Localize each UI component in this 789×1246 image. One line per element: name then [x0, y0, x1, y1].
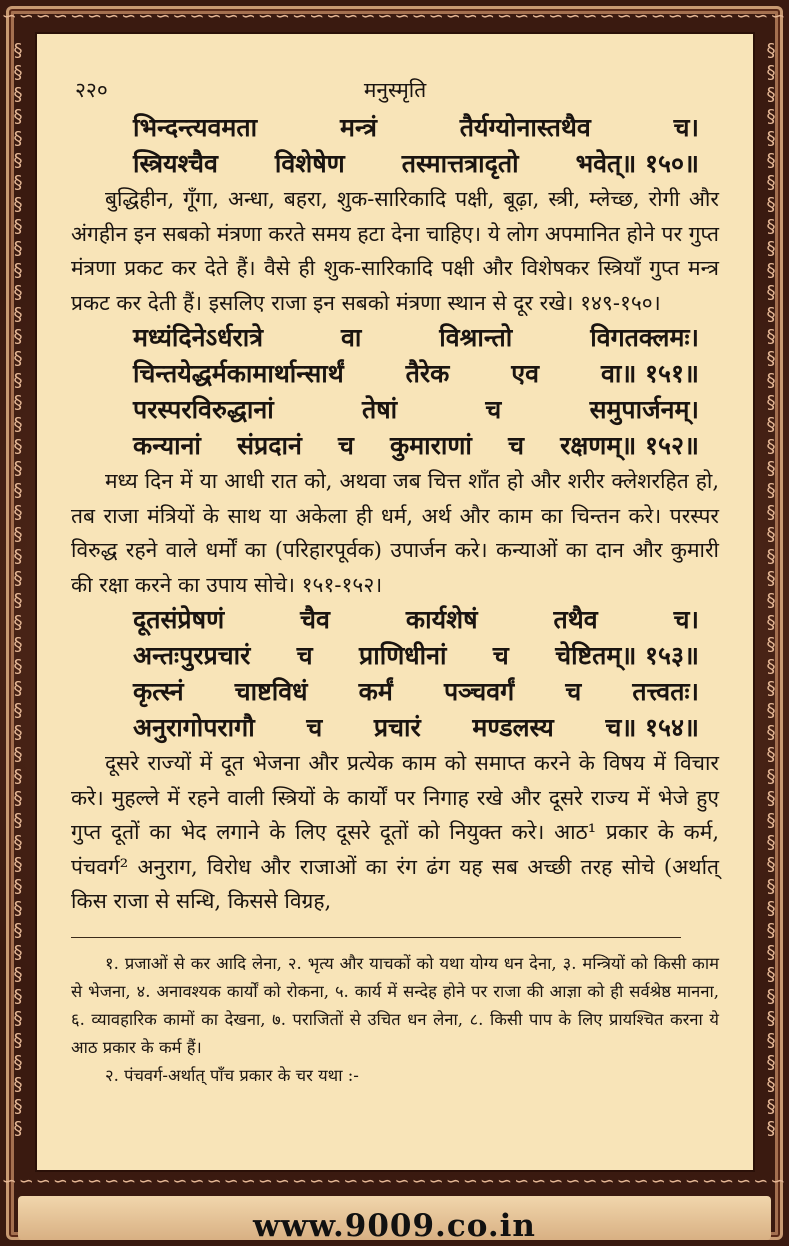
verse-word: वा॥ १५१॥	[600, 359, 699, 388]
sanskrit-verses-150	[71, 110, 719, 182]
verse-word: समुपार्जनम्।	[589, 395, 699, 424]
verse-word: कार्यशेषं	[405, 605, 478, 634]
verse-word: तथैव	[553, 605, 598, 634]
sanskrit-verses-151-152	[71, 320, 719, 464]
verse-word: एव	[511, 359, 540, 388]
sanskrit-verses-153-154	[71, 602, 719, 746]
verse-word: स्त्रियश्चैव	[133, 149, 218, 178]
verse-word: च	[485, 395, 502, 424]
page-header	[71, 76, 719, 110]
verse-word: विगतक्लमः।	[590, 323, 699, 352]
verse-word: तस्मात्तत्रादृतो	[401, 149, 519, 178]
verse-line	[133, 110, 699, 146]
hindi-commentary-153-154: दूसरे राज्यों में दूत भेजना और प्रत्येक काम को समाप्त करने के विषय में विचार करे। मुहल्ले में रहने वाली स्त्रियों के कार्यों पर निगाह रखे और दूसरे राज्य में भेजे हुए गुप्त दूतों का भेद लगाने के लिए दूसरे दूतों को नियुक्त करे। आठ¹ प्रकार के कर्म, पंचवर्ग² अनुराग, विरोध और राजाओं का रंग ढंग यह सब अच्छी तरह सोचे (अर्थात् किस राजा से सन्धि, किससे विग्रह,	[71, 751, 719, 913]
verse-line	[133, 638, 699, 674]
verse-word: वा	[340, 323, 362, 352]
frame-bottom-ornament: ∽∽∽∽∽∽∽∽∽∽∽∽∽∽∽∽∽∽∽∽∽∽∽∽∽∽∽∽∽∽∽∽∽∽∽∽∽∽∽∽∽∽∽∽∽∽	[1, 1172, 788, 1192]
verse-word: रक्षणम्॥ १५२॥	[560, 431, 699, 460]
verse-line	[133, 710, 699, 746]
verse-line	[133, 428, 699, 464]
verse-word: तत्त्वतः।	[632, 677, 699, 706]
verse-line	[133, 320, 699, 356]
verse-word: विश्रान्तो	[439, 323, 513, 352]
verse-word: मण्डलस्य	[472, 713, 554, 742]
verse-word: चिन्तयेद्धर्मकामार्थान्सार्थं	[133, 359, 344, 388]
verse-word: भवेत्॥ १५०॥	[575, 149, 699, 178]
verse-word: विशेषेण	[274, 149, 345, 178]
frame-left-ornament: § § § § § § § § § § § § § § § § § § § § § § § § § § § § § § § § § § § § § § § § § § § § § § § § § §	[13, 40, 23, 1139]
book-title: मनुस्मृति	[363, 78, 427, 102]
footnote-1: १. प्रजाओं से कर आदि लेना, २. भृत्य और याचकों को यथा योग्य धन देना, ३. मन्त्रियों को किसी काम से भेजना, ४. अनावश्यक कार्यों को रोकना, ५. कार्य में सन्देह होने पर राजा की आज्ञा को ही सर्वश्रेष्ठ मानना, ६. व्यावहारिक कामों का देखना, ७. पराजितों से उचित धन लेना, ८. किसी पाप के लिए प्रायश्चित करना ये आठ प्रकार के कर्म हैं।	[71, 953, 719, 1057]
verse-line	[133, 602, 699, 638]
verse-word: भिन्दन्त्यवमता	[133, 113, 258, 142]
verse-word: चैव	[300, 605, 330, 634]
verse-word: च॥ १५४॥	[605, 713, 699, 742]
verse-line	[133, 674, 699, 710]
verse-word: च।	[673, 113, 699, 142]
verse-word: प्राणिधीनां	[359, 641, 447, 670]
verse-word: संप्रदानं	[237, 431, 302, 460]
verse-word: मध्यंदिनेऽर्धरात्रे	[133, 323, 264, 352]
footnote-divider	[71, 937, 681, 938]
footnotes	[71, 950, 719, 1090]
verse-word: कन्यानां	[133, 431, 201, 460]
page-number: २२०	[75, 78, 108, 102]
verse-word: प्रचारं	[373, 713, 421, 742]
verse-word: च	[306, 713, 323, 742]
verse-line	[133, 146, 699, 182]
verse-word: च	[565, 677, 582, 706]
verse-word: च	[337, 431, 354, 460]
verse-word: अन्तःपुरप्रचारं	[133, 641, 251, 670]
verse-word: तैर्यग्योनास्तथैव	[459, 113, 591, 142]
verse-line	[133, 356, 699, 392]
verse-line	[133, 392, 699, 428]
scanned-page	[37, 34, 753, 1170]
frame-top-ornament: ∽∽∽∽∽∽∽∽∽∽∽∽∽∽∽∽∽∽∽∽∽∽∽∽∽∽∽∽∽∽∽∽∽∽∽∽∽∽∽∽∽∽∽∽∽∽	[1, 6, 788, 27]
verse-word: चाष्टविधं	[234, 677, 308, 706]
verse-word: कृत्स्नं	[133, 677, 184, 706]
verse-word: च	[296, 641, 313, 670]
verse-word: तेषां	[361, 395, 398, 424]
frame-right-ornament: § § § § § § § § § § § § § § § § § § § § § § § § § § § § § § § § § § § § § § § § § § § § § § § § § §	[766, 40, 776, 1139]
footnote-2: २. पंचवर्ग-अर्थात् पाँच प्रकार के चर यथा :-	[105, 1065, 359, 1085]
verse-word: च।	[673, 605, 699, 634]
verse-word: च	[492, 641, 509, 670]
hindi-commentary-151-152: मध्य दिन में या आधी रात को, अथवा जब चित्त शाँत हो और शरीर क्लेशरहित हो, तब राजा मंत्रियों के साथ या अकेला ही धर्म, अर्थ और काम का चिन्तन करे। परस्पर विरुद्ध रहने वाले धर्मों का (परिहारपूर्वक) उपार्जन करे। कन्याओं का दान और कुमारी की रक्षा करने का उपाय सोचे। १५१-१५२।	[71, 469, 719, 597]
verse-word: कर्मं	[358, 677, 393, 706]
verse-word: कुमाराणां	[390, 431, 472, 460]
verse-word: च	[508, 431, 524, 460]
verse-word: तैरेक	[405, 359, 450, 388]
website-url: www.9009.co.in	[253, 1208, 536, 1244]
verse-word: दूतसंप्रेषणं	[133, 605, 225, 634]
verse-word: पञ्चवर्गं	[443, 677, 515, 706]
hindi-commentary-149-150: बुद्धिहीन, गूँगा, अन्धा, बहरा, शुक-सारिकादि पक्षी, बूढ़ा, स्त्री, म्लेच्छ, रोगी और अंगहीन इन सबको मंत्रणा करते समय हटा देना चाहिए। ये लोग अपमानित होने पर गुप्त मंत्रणा प्रकट कर देते हैं। वैसे ही शुक-सारिकादि पक्षी और विशेषकर स्त्रियाँ गुप्त मन्त्र प्रकट कर देती हैं। इसलिए राजा इन सबको मंत्रणा स्थान से दूर रखे। १४९-१५०।	[71, 187, 719, 315]
verse-word: मन्त्रं	[340, 113, 377, 142]
verse-word: अनुरागोपरागौ	[133, 713, 255, 742]
verse-word: परस्परविरुद्धानां	[133, 395, 274, 424]
verse-word: चेष्टितम्॥ १५३॥	[555, 641, 699, 670]
